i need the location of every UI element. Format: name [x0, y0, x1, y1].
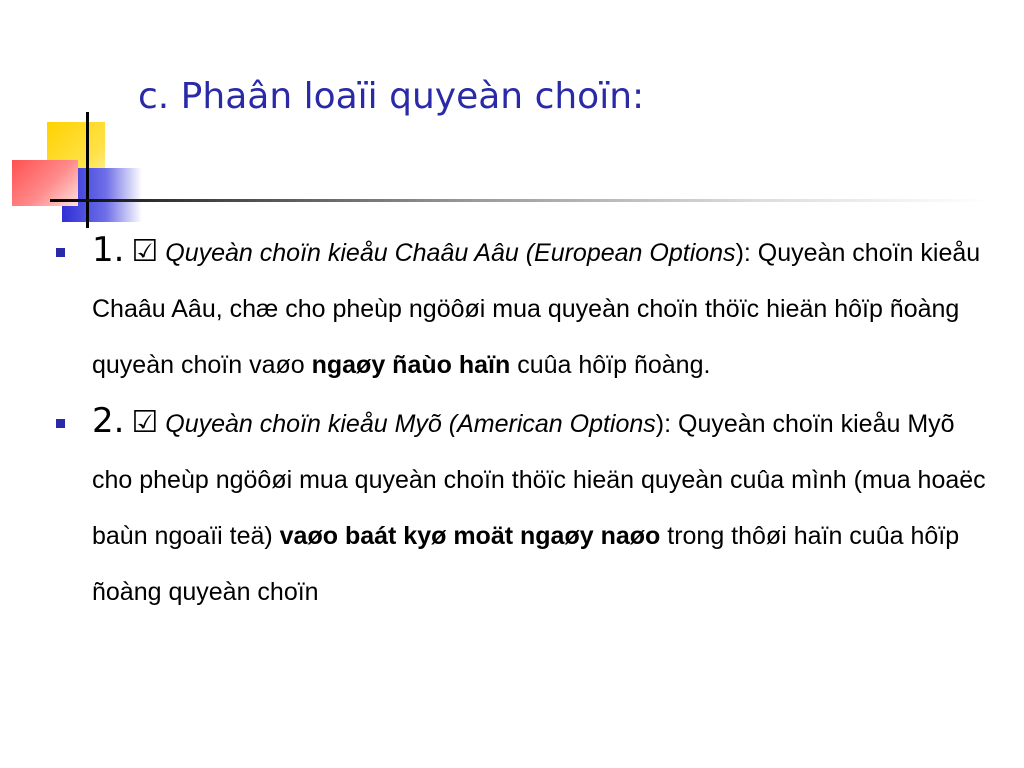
vertical-rule [86, 112, 89, 228]
item-text-end: trong thôøi haïn cuûa hôïp ñoàng quyeàn choïn [92, 522, 960, 606]
checkbox-icon: ☑ [131, 405, 159, 440]
bullet-marker [56, 248, 65, 257]
term-close: ) [735, 239, 744, 267]
option-term: Quyeàn choïn kieåu Myõ (American Options [165, 410, 656, 438]
checkbox-icon: ☑ [131, 234, 159, 269]
term-colon: : [664, 410, 672, 438]
item-number: 2. [92, 401, 125, 441]
option-term: Quyeàn choïn kieåu Chaâu Aâu (European Options [165, 239, 736, 267]
list-item [50, 222, 1000, 393]
item-number: 1. [92, 230, 125, 270]
item-bold-text: vaøo baát kyø moät ngaøy naøo [279, 522, 661, 550]
bullet-marker [56, 419, 65, 428]
list-item [50, 393, 1000, 620]
term-close: ) [655, 410, 665, 438]
item-text: Quyeàn choïn kieåu Chaâu Aâu, chæ cho pheùp ngöôøi mua quyeàn choïn thöïc hieän hôïp ñoàng quyeàn choïn vaøo [92, 239, 981, 379]
item-text: Quyeàn choïn kieåu Myõ cho pheùp ngöôøi mua quyeàn choïn thöïc hieän quyeàn cuûa mình (mua hoaëc baùn ngoaïi teä) [92, 410, 986, 550]
title-underline [50, 199, 990, 202]
term-colon: : [743, 239, 751, 267]
slide-title: c. Phaân loaïi quyeàn choïn: [138, 76, 645, 117]
item-text-end: cuûa hôïp ñoàng. [517, 351, 711, 379]
decorative-logo [0, 0, 160, 240]
bullet-list [50, 222, 1000, 620]
item-bold-text: ngaøy ñaùo haïn [311, 351, 511, 379]
